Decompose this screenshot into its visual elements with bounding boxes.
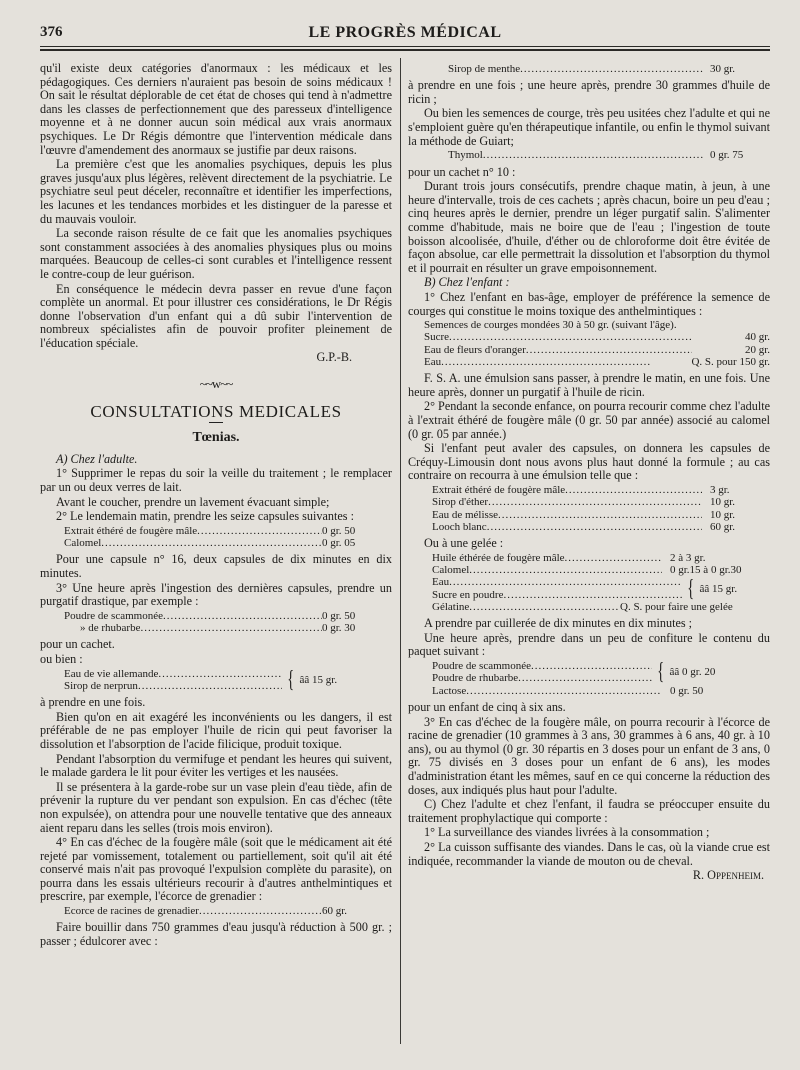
- paragraph: 2° La cuisson suffisante des viandes. Dans le cas, où la viande crue est indiquée, recommander la viande de mouton ou de cheval.: [408, 839, 770, 868]
- prescription-line: Poudre de scammonée .....: [432, 660, 652, 672]
- prescription-line: Poudre de scammonée ..... 0 gr. 50: [64, 610, 392, 622]
- paragraph: 4° En cas d'échec de la fougère mâle (soit que le médicament ait été rejeté par vomissement, totalement ou partiellement, soit qu'il ait été conservé mais n'ait pas provoqué l'expulsion complète du parasite), on pourra dans les essais ultérieurs recourir à d'autres anthelmintiques et prescrire, par exemple, l'écorce de grenadier :: [40, 835, 392, 904]
- prescription-group: [432, 660, 770, 685]
- left-column: [40, 62, 392, 950]
- prescription-line: Ecorce de racines de grenadier ..... 60 gr.: [64, 905, 392, 917]
- prescription-line: Eau .....: [432, 576, 682, 588]
- prescription-block: [408, 149, 770, 161]
- prescription-line: Sucre en poudre .....: [432, 589, 682, 601]
- prescription-quantity: ââ 0 gr. 20: [669, 666, 716, 679]
- author-signature: R. Oppenheim.: [692, 868, 764, 883]
- paragraph: En conséquence le médecin devra passer en revue d'une façon complète un anormal. Et pour illustrer ces considérations, le Dr Régis donne l'observation d'un enfant qui a dû subir l'intervention de nombreux spécialistes afin de pouvoir profiter pleinement de l'éducation spéciale.: [40, 281, 392, 350]
- prescription-line: Lactose ..... 0 gr. 50: [432, 685, 732, 697]
- paragraph: Il se présentera à la garde-robe sur un vase plein d'eau tiède, afin de prévenir la rupture du ver pendant son expulsion. En cas d'échec (tête non expulsée), on attendra pour une nouvelle tentative que des anneaux aient reparu dans les selles (trois mois environ).: [40, 779, 392, 835]
- prescription-block: [408, 63, 770, 75]
- paragraph: Pour une capsule n° 16, deux capsules de dix minutes en dix minutes.: [40, 552, 392, 580]
- prescription-block: [40, 525, 392, 550]
- prescription-line: Thymol ..... 0 gr. 75: [448, 149, 770, 161]
- paragraph: pour un cachet n° 10 :: [408, 164, 516, 179]
- paragraph: Ou bien les semences de courge, très peu usitées chez l'adulte et qui ne s'emploient guère qu'en thérapeutique infantile, ou enfin le thymol suivant la méthode de Guiart;: [408, 106, 770, 148]
- page-header: [40, 24, 770, 44]
- page-number: 376: [40, 24, 63, 40]
- paragraph: 2° Pendant la seconde enfance, on pourra recourir comme chez l'adulte à l'extrait éthéré de fougère mâle (0 gr. 50 par année) associé au calomel (0 gr. 05 par année.): [408, 399, 770, 441]
- prescription-line: Eau ..... Q. S. pour 150 gr.: [424, 356, 770, 368]
- prescription-quantity: ââ 15 gr.: [699, 582, 738, 595]
- paragraph: C) Chez l'adulte et chez l'enfant, il faudra se préoccuper ensuite du traitement prophylactique qui comporte :: [408, 797, 770, 825]
- prescription-line: Extrait éthéré de fougère mâle ..... 3 gr.: [432, 484, 770, 496]
- brace-symbol: {: [687, 575, 695, 602]
- paragraph: à prendre en une fois ; une heure après, prendre 30 grammes d'huile de ricin ;: [408, 78, 770, 106]
- paragraph: Avant le coucher, prendre un lavement évacuant simple;: [56, 494, 330, 509]
- paragraph: Durant trois jours consécutifs, prendre chaque matin, à jeun, à une heure d'intervalle, trois de ces cachets ; après chacun, boire un peu d'eau ; cinq heures après le dernier, prendre un léger purgatif salin. S'alimenter comme d'habitude, mais ne boire que de l'eau ; l'ingestion de toute boisson alcoolisée, d'huile, d'éther ou de chloroforme doit être évitée de façon absolue, car elle permettrait la dissolution et l'absorption du thymol et il pourrait en résulter un grave empoisonnement.: [408, 179, 770, 275]
- paragraph: pour un enfant de cinq à six ans.: [408, 699, 566, 714]
- paragraph: 2° Le lendemain matin, prendre les seize capsules suivantes :: [56, 509, 354, 524]
- paragraph: 1° Supprimer le repas du soir la veille du traitement ; le remplacer par un ou deux verres de lait.: [40, 466, 392, 495]
- paragraph: 3° En cas d'échec de la fougère mâle, on pourra recourir à l'écorce de racine de grenadier (10 grammes à 3 ans, 30 grammes à 6 ans, 40 gr. à 10 ans), ou au thymol (0 gr. 30 répartis en 3 doses pour un enfant de 3 ans, 0 gr. 75 divisés en 3 doses pour un enfant de 6 ans), les modes d'administration étant les mêmes, sauf en ce qui concerne la réduction des doses, aux indiqués plus haut pour l'adulte.: [408, 714, 770, 797]
- prescription-block: [408, 552, 770, 613]
- journal-title: LE PROGRÈS MÉDICAL: [308, 24, 502, 41]
- right-column: [408, 62, 770, 883]
- paragraph: A prendre par cuillerée de dix minutes en dix minutes ;: [424, 616, 693, 631]
- prescription-block: [40, 668, 392, 693]
- prescription-line: Extrait éthéré de fougère mâle ..... 0 gr. 50: [64, 525, 392, 537]
- subsection-heading: A) Chez l'adulte.: [56, 451, 138, 466]
- paragraph: La seconde raison résulte de ce fait que les anomalies psychiques sont constamment associées à des anomalies physiques plus ou moins marquées. Beaucoup de celles-ci sont curables et l'intelligence ressent le contre-coup de leur guérison.: [40, 226, 392, 281]
- column-divider: [400, 58, 401, 1044]
- prescription-block: [40, 610, 392, 635]
- prescription-line: Poudre de rhubarbe .....: [432, 672, 652, 684]
- prescription-line: Gélatine ..... Q. S. pour faire une gelée: [432, 601, 770, 613]
- paragraph: 1° Chez l'enfant en bas-âge, employer de préférence la semence de courges qui constitue le moins toxique des anthelmintiques :: [408, 289, 770, 318]
- prescription-block: [408, 319, 770, 368]
- subsection-heading: B) Chez l'enfant :: [424, 275, 510, 290]
- header-rule-thick: [40, 49, 770, 51]
- prescription-line: Calomel ..... 0 gr. 05: [64, 537, 392, 549]
- prescription-line: » de rhubarbe ..... 0 gr. 30: [64, 622, 392, 634]
- paragraph: Une heure après, prendre dans un peu de confiture le contenu du paquet suivant :: [408, 630, 770, 659]
- prescription-line: Semences de courges mondées 30 à 50 gr. (suivant l'âge).: [424, 319, 677, 332]
- prescription-line: Sirop de nerprun .....: [64, 680, 282, 692]
- paragraph: qu'il existe deux catégories d'anormaux : les médicaux et les pédagogiques. Ces derniers n'auraient pas besoin de soins médicaux ! On sait le résultat déplorable de cet état de choses qui tend à n'admettre dans les classes de perfectionnement que des paresseux d'intelligence moyenne et à ne donner aucun soin médical aux vrais anormaux psychiques. Le Dr Régis démontre que l'intervention médicale dans l'œuvre d'amendement des anormaux se justifie par deux raisons.: [40, 61, 392, 157]
- prescription-line: Calomel ..... 0 gr.15 à 0 gr.30: [432, 564, 770, 576]
- paragraph: 1° La surveillance des viandes livrées à la consommation ;: [424, 825, 710, 840]
- title-dash: [209, 422, 223, 423]
- ornament-divider: ~~w~~: [199, 376, 233, 392]
- paragraph: Bien qu'on en ait exagéré les inconvénients ou les dangers, il est préférable de ne pas employer l'huile de ricin qui peut favoriser la dissolution et l'absorption de l'acide filicique, produit toxique.: [40, 709, 392, 751]
- paragraph: ou bien :: [40, 651, 83, 666]
- prescription-block: [408, 484, 770, 533]
- paragraph: à prendre en une fois.: [40, 695, 146, 710]
- prescription-line: Looch blanc ..... 60 gr.: [432, 521, 770, 533]
- author-initials: G.P.-B.: [316, 350, 352, 365]
- prescription-line: Sirop d'éther ..... 10 gr.: [432, 496, 770, 508]
- prescription-group: [432, 576, 770, 601]
- prescription-line: Eau de fleurs d'oranger ..... 20 gr.: [424, 344, 770, 356]
- prescription-line: Huile éthérée de fougère mâle ..... 2 à 3 gr.: [432, 552, 770, 564]
- prescription-line: Sirop de menthe ..... 30 gr.: [448, 63, 770, 75]
- prescription-block: [408, 660, 770, 697]
- paragraph: pour un cachet.: [40, 637, 115, 652]
- prescription-line: Sucre ..... 40 gr.: [424, 331, 770, 343]
- paragraph: Ou à une gelée :: [424, 536, 504, 551]
- brace-symbol: {: [287, 666, 295, 693]
- paragraph: Si l'enfant peut avaler des capsules, on donnera les capsules de Créquy-Limousin dont nous avons plus haut donné la formule ; au cas contraire on recourra à une émulsion telle que :: [408, 441, 770, 483]
- paragraph: F. S. A. une émulsion sans passer, à prendre le matin, en une fois. Une heure après, donner un purgatif à l'huile de ricin.: [408, 371, 770, 399]
- paragraph: Faire bouillir dans 750 grammes d'eau jusqu'à réduction à 500 gr. ; passer ; édulcorer avec :: [40, 920, 392, 948]
- prescription-line: Eau de vie allemande .....: [64, 668, 282, 680]
- prescription-block: [40, 905, 392, 917]
- subsection-title: Tœnias.: [192, 430, 240, 446]
- paragraph: La première c'est que les anomalies psychiques, depuis les plus graves jusqu'aux plus légères, relèvent directement de la psychiatrie. Le psychiatre seul peut déceler, reconnaître et identifier les imperfections, les lacunes et les tendances morbides et les distinguer de la paresse et du mauvais vouloir.: [40, 157, 392, 226]
- paragraph: 3° Une heure après l'ingestion des dernières capsules, prendre un purgatif drastique, par exemple :: [40, 580, 392, 609]
- header-rule: [40, 46, 770, 47]
- prescription-quantity: ââ 15 gr.: [299, 673, 338, 686]
- brace-symbol: {: [657, 659, 665, 686]
- prescription-line: Eau de mélisse ..... 10 gr.: [432, 509, 770, 521]
- paragraph: Pendant l'absorption du vermifuge et pendant les heures qui suivent, le malade gardera le lit pour éviter les vertiges et les nausées.: [40, 751, 392, 780]
- section-title: CONSULTATIONS MEDICALES: [90, 401, 342, 421]
